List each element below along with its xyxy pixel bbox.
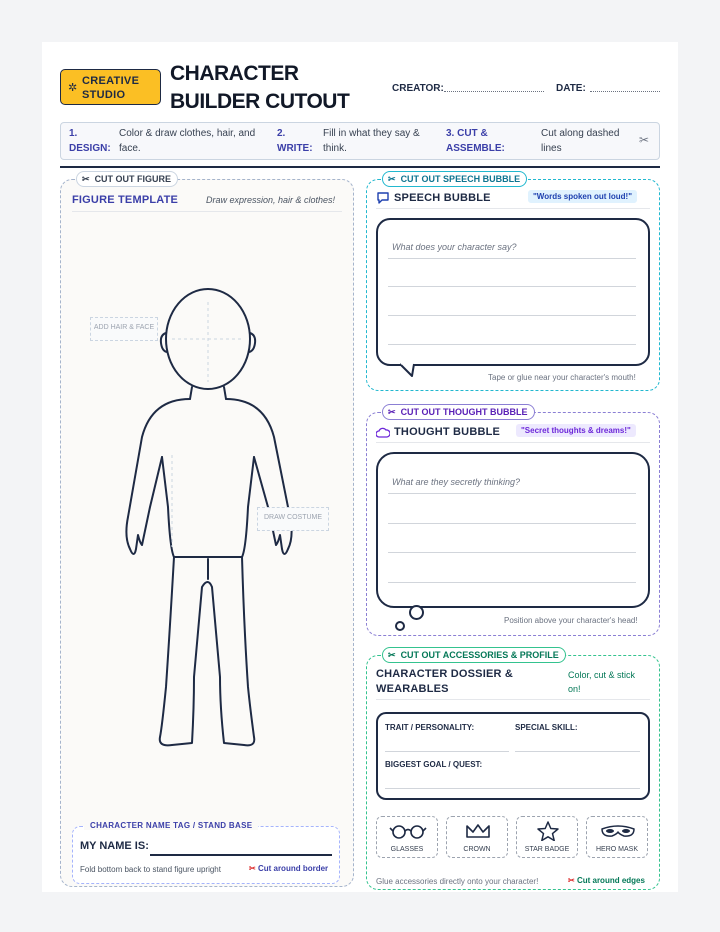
scissors-icon: ✂ — [388, 650, 396, 660]
crown-cutout[interactable] — [446, 816, 508, 858]
glasses-icon — [389, 823, 427, 839]
skill-label: SPECIAL SKILL: — [515, 723, 578, 732]
cut-edges-note-label: Cut around edges — [576, 876, 645, 885]
cut-figure-chip — [76, 171, 178, 187]
thought-note: Position above your character's head! — [504, 616, 638, 625]
speech-note: Tape or glue near your character's mouth! — [488, 373, 636, 382]
brand-badge — [60, 69, 161, 105]
thought-write-line[interactable] — [388, 523, 636, 524]
thought-write-line[interactable] — [388, 493, 636, 494]
scissors-icon: ✂ — [82, 174, 90, 184]
name-prompt: MY NAME IS: — [80, 840, 149, 852]
step-3-text-line-2: lines — [541, 143, 562, 154]
thought-bubble-dot-large — [409, 605, 424, 620]
star-badge-cutout[interactable] — [516, 816, 578, 858]
step-2-label — [277, 126, 313, 156]
step-1-label — [69, 126, 111, 156]
header-divider — [60, 166, 660, 168]
mask-icon — [600, 824, 636, 838]
brand-line-2: STUDIO — [82, 89, 126, 101]
dossier-side-note — [568, 668, 635, 696]
cut-border-note-label: Cut around border — [257, 864, 329, 873]
brand-name — [82, 74, 139, 102]
brand-line-1: CREATIVE — [82, 75, 140, 87]
step-3-number: 3. CUT & — [446, 128, 488, 139]
thought-title-divider — [376, 442, 650, 443]
speech-write-line[interactable] — [388, 344, 636, 345]
costume-hint: DRAW COSTUME — [257, 507, 329, 531]
dossier-title-divider — [376, 699, 650, 700]
goal-field[interactable] — [385, 788, 640, 789]
cut-thought-chip — [382, 404, 535, 420]
crown-label: CROWN — [463, 846, 491, 853]
step-3-text-line-1: Cut along dashed — [541, 128, 620, 139]
thought-write-line[interactable] — [388, 552, 636, 553]
scissors-icon: ✂ — [249, 864, 256, 873]
step-1-text — [119, 126, 255, 156]
cut-border-note — [249, 864, 328, 873]
accessories-footer-note: Glue accessories directly onto your character! — [376, 877, 539, 886]
hero-mask-cutout[interactable] — [586, 816, 648, 858]
date-field[interactable] — [590, 91, 660, 92]
figure-template-title: FIGURE TEMPLATE — [72, 194, 179, 206]
hero-mask-label: HERO MASK — [595, 846, 638, 853]
step-3-title: ASSEMBLE: — [446, 143, 505, 154]
dossier-title — [376, 667, 513, 697]
side-note-line-1: Color, cut & stick — [568, 670, 636, 680]
title-line-2: BUILDER CUTOUT — [170, 90, 350, 113]
step-3-label — [446, 126, 505, 156]
name-field[interactable] — [150, 854, 332, 856]
step-1-text-line-2: face. — [119, 143, 141, 154]
title-line-1: CHARACTER — [170, 62, 299, 85]
speech-tag: "Words spoken out loud!" — [528, 190, 637, 203]
thought-tag: "Secret thoughts & dreams!" — [516, 424, 636, 437]
step-1-title: DESIGN: — [69, 143, 111, 154]
glasses-label: GLASSES — [390, 846, 424, 853]
dossier-title-line-2: WEARABLES — [376, 683, 449, 695]
thought-write-line[interactable] — [388, 582, 636, 583]
dossier-title-line-1: CHARACTER DOSSIER & — [376, 668, 514, 680]
cut-speech-chip — [382, 171, 527, 187]
creator-field[interactable] — [444, 91, 544, 92]
trait-label: TRAIT / PERSONALITY: — [385, 723, 475, 732]
instruction-steps — [60, 122, 660, 160]
step-2-title: WRITE: — [277, 143, 313, 154]
cut-thought-chip-label: CUT OUT THOUGHT BUBBLE — [400, 407, 528, 417]
goal-label: BIGGEST GOAL / QUEST: — [385, 760, 483, 769]
page-title — [170, 60, 370, 116]
hair-face-hint: ADD HAIR & FACE — [90, 317, 158, 341]
creator-label: CREATOR: — [392, 83, 444, 94]
speech-title-divider — [376, 208, 650, 209]
step-2-text — [323, 126, 420, 156]
cut-accessories-chip — [382, 647, 566, 663]
worksheet-page — [42, 42, 678, 892]
thought-bubble-dot-small — [395, 621, 405, 631]
thought-bubble[interactable] — [376, 452, 650, 608]
thought-prompt: What are they secretly thinking? — [392, 477, 521, 487]
glasses-cutout[interactable] — [376, 816, 438, 858]
speech-write-line[interactable] — [388, 315, 636, 316]
speech-write-line[interactable] — [388, 258, 636, 259]
step-2-number: 2. — [277, 128, 286, 139]
name-tag-label: CHARACTER NAME TAG / STAND BASE — [84, 821, 258, 830]
sparkle-icon: ✲ — [68, 82, 78, 94]
scissors-icon: ✂ — [639, 133, 650, 147]
step-3-text — [541, 126, 619, 156]
figure-title-divider — [72, 211, 342, 212]
star-badge-label: STAR BADGE — [524, 846, 570, 853]
speech-bubble-tail — [398, 362, 422, 378]
figure-template-subtitle: Draw expression, hair & clothes! — [206, 195, 336, 205]
star-icon — [537, 821, 559, 841]
speech-prompt: What does your character say? — [392, 242, 517, 252]
thought-bubble-title: THOUGHT BUBBLE — [394, 426, 501, 438]
cut-figure-chip-label: CUT OUT FIGURE — [94, 174, 172, 184]
step-1-text-line-1: Color & draw clothes, hair, and — [119, 128, 256, 139]
scissors-icon: ✂ — [388, 174, 396, 184]
fold-note: Fold bottom back to stand figure upright — [80, 865, 221, 874]
scissors-icon: ✂ — [388, 407, 396, 417]
step-2-text-line-2: think. — [323, 143, 347, 154]
cut-edges-note — [568, 876, 645, 885]
date-label: DATE: — [556, 83, 586, 94]
side-note-line-2: on! — [568, 684, 581, 694]
step-2-text-line-1: Fill in what they say & — [323, 128, 420, 139]
skill-field[interactable] — [515, 751, 640, 752]
crown-icon — [464, 822, 492, 840]
cut-speech-chip-label: CUT OUT SPEECH BUBBLE — [400, 174, 521, 184]
speech-write-line[interactable] — [388, 286, 636, 287]
speech-bubble-title: SPEECH BUBBLE — [394, 192, 491, 204]
scissors-icon: ✂ — [568, 876, 575, 885]
cut-accessories-chip-label: CUT OUT ACCESSORIES & PROFILE — [400, 650, 559, 660]
step-1-number: 1. — [69, 128, 78, 139]
trait-field[interactable] — [385, 751, 509, 752]
